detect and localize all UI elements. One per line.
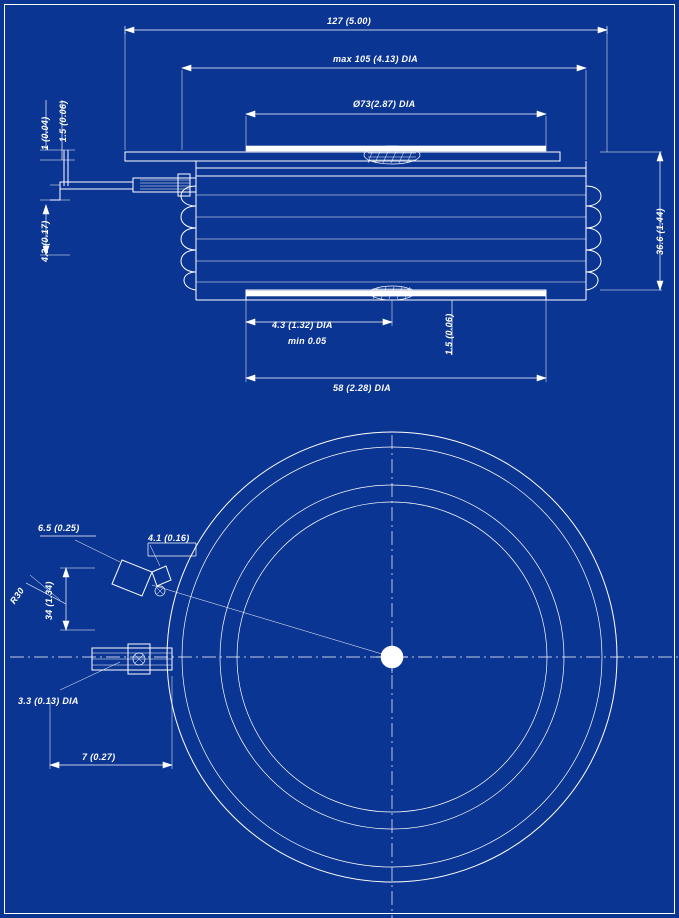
- dim-top-second: max 105 (4.13) DIA: [333, 54, 418, 64]
- dim-left-upper-1: 1 (0.04): [40, 116, 50, 150]
- dim-mid-lower-2: min 0.05: [288, 336, 327, 346]
- sheet-border: [4, 4, 675, 914]
- dim-plan-c: R30: [8, 585, 27, 606]
- dim-plan-f: 7 (0.27): [82, 752, 116, 762]
- dim-right-height: 36.6 (1.44): [655, 208, 665, 255]
- dim-bottom-lower: 58 (2.28) DIA: [333, 383, 391, 393]
- dim-plan-d: 34 (1.34): [44, 581, 54, 620]
- dim-plan-b: 4.1 (0.16): [148, 533, 190, 543]
- dim-left-lower: 4.3 (0.17): [40, 220, 50, 262]
- dim-left-upper-2: 1.5 (0.06): [58, 100, 68, 142]
- dim-mid-lower-right: 1.5 (0.06): [444, 313, 454, 355]
- dim-mid-lower-1: 4.3 (1.32) DIA: [272, 320, 333, 330]
- dim-plan-e: 3.3 (0.13) DIA: [18, 696, 79, 706]
- dim-top-third: Ø73(2.87) DIA: [353, 99, 416, 109]
- dim-plan-a: 6.5 (0.25): [38, 523, 80, 533]
- dim-top-overall: 127 (5.00): [327, 16, 372, 26]
